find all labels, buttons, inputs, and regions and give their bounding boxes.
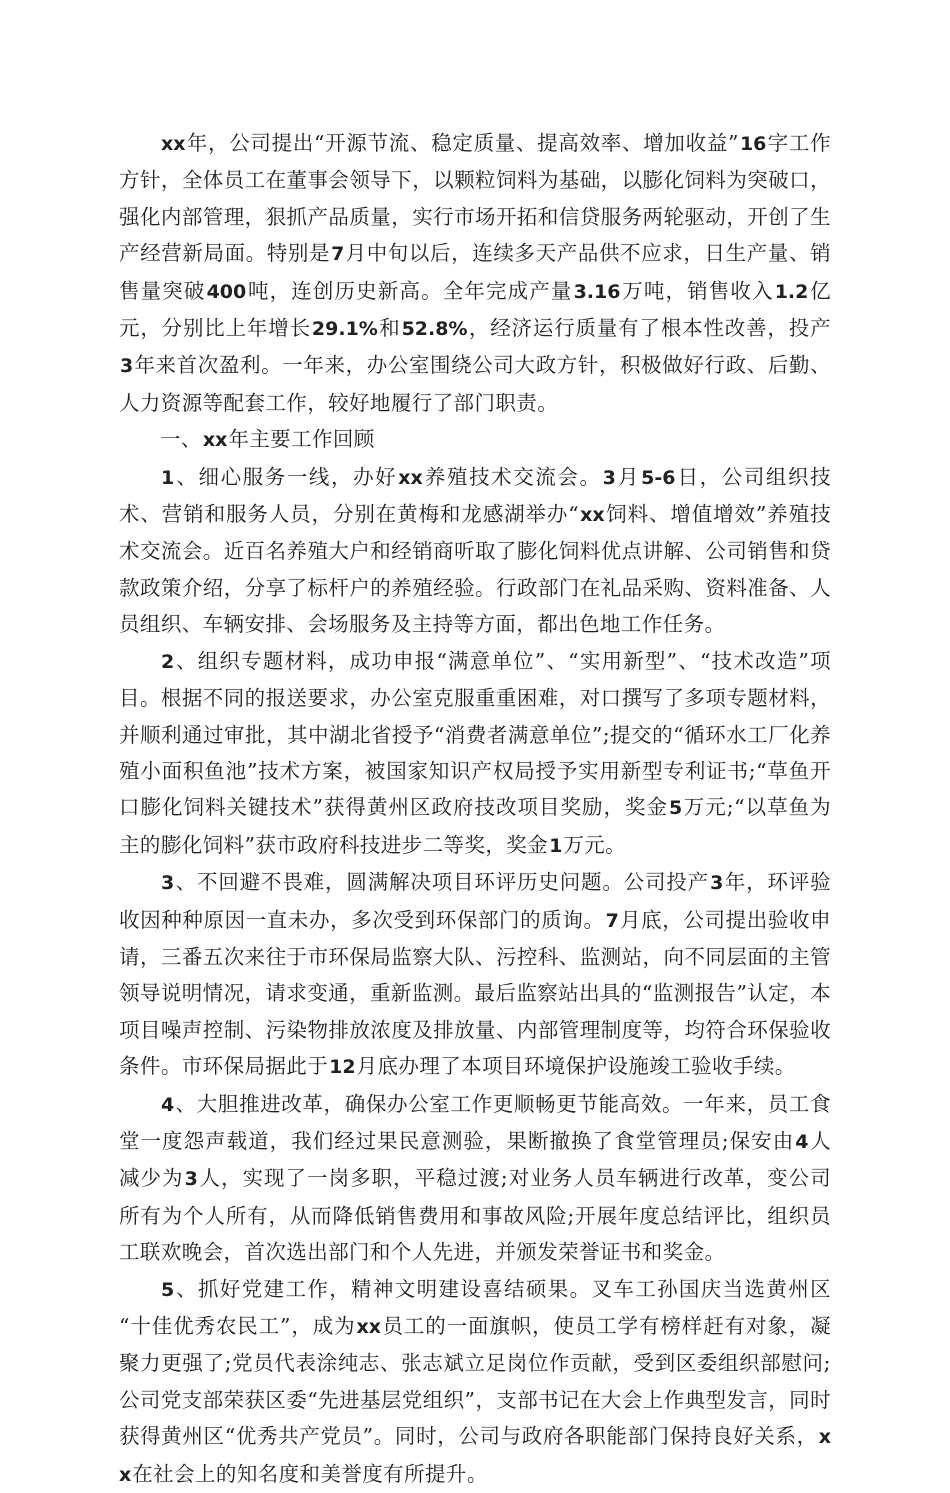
latin-run: 5-6	[641, 466, 676, 489]
latin-run: 3.16	[573, 280, 621, 303]
item-1-paragraph: 1、细心服务一线，办好xx养殖技术交流会。3月5-6日，公司组织技术、营销和服务人员，分别在黄梅和龙感湖举办“xx饲料、增值增效”养殖技术交流会。近百名养殖大户和经销商听取了膨化饲料优点讲解、公司销售和贷款政策介绍，分享了标杆户的养殖经验。行政部门在礼品采购、资料准备、人员组织、车辆安排、会场服务及主持等方面，都出色地工作任务。	[119, 464, 831, 637]
latin-run: 4	[795, 1130, 809, 1153]
latin-run: 3	[184, 1168, 198, 1191]
latin-run: 1.2	[774, 280, 809, 303]
section-heading-1: 一、xx年主要工作回顾	[160, 427, 375, 452]
item-5-paragraph: 5、抓好党建工作，精神文明建设喜结硕果。叉车工孙国庆当选黄州区“十佳优秀农民工”，成为xx员工的一面旗帜，使员工学有榜样赶有对象，凝聚力更强了;党员代表涂纯志、张志斌立足岗位作贡献，受到区委组织部慰问;公司党支部荣获区委“先进基层党组织”，支部书记在大会上作典型发言，同时获得黄州区“优秀共产党员”。同时，公司与政府各职能部门保持良好关系，xx在社会上的知名度和美誉度有所提升。	[119, 1276, 831, 1486]
latin-run: 5	[161, 1278, 175, 1301]
latin-run: 400	[206, 280, 247, 303]
latin-run: 29.1%	[311, 318, 378, 341]
latin-run: 5	[668, 797, 683, 820]
latin-run: 1	[161, 466, 175, 489]
latin-run: 52.8%	[401, 318, 468, 341]
latin-run: 1	[549, 834, 563, 857]
item-2-paragraph: 2、组织专题材料，成功申报“满意单位”、“实用新型”、“技术改造”项目。根据不同的报送要求，办公室克服重重困难，对口撰写了多项专题材料，并顺利通过审批，其中湖北省授予“消费者满意单位”;提交的“循环水工厂化养殖小面积鱼池”技术方案，被国家知识产权局授予实用新型专利证书;“草鱼开口膨化饲料关键技术”获得黄州区政府技改项目奖励，奖金5万元;“以草鱼为主的膨化饲料”获市政府科技进步二等奖，奖金1万元。	[119, 648, 831, 857]
latin-run: xx	[161, 133, 186, 155]
item-3-paragraph: 3、不回避不畏难，圆满解决项目环评历史问题。公司投产3年，环评验收因种种原因一直未办，多次受到环保部门的质询。7月底，公司提出验收申请，三番五次来往于市环保局监察大队、污控科、监测站，向不同层面的主管领导说明情况，请求变通，重新监测。最后监察站出具的“监测报告”认定，本项目噪声控制、污染物排放浓度及排放量、内部管理制度等，均符合环保验收条件。市环保局据此于12月底办理了本项目环境保护设施竣工验收手续。	[119, 870, 831, 1079]
latin-run: xx	[580, 504, 605, 527]
latin-run: xx	[119, 1426, 831, 1486]
latin-run: 7	[331, 243, 345, 266]
latin-run: xx	[356, 1316, 382, 1338]
latin-run: 3	[710, 872, 724, 895]
latin-run: 3	[602, 466, 616, 489]
latin-run: 2	[161, 650, 175, 673]
latin-run: 3	[161, 872, 175, 895]
latin-run: 3	[120, 355, 134, 378]
latin-run: xx	[202, 429, 228, 452]
latin-run: 16	[739, 133, 767, 155]
item-4-paragraph: 4、大胆推进改革，确保办公室工作更顺畅更节能高效。一年来，员工食堂一度怨声载道，我们经过果民意测验，果断撤换了食堂管理员;保安由4人减少为3人，实现了一岗多职，平稳过渡;对业务人员车辆进行改革，变公司所有为个人所有，从而降低销售费用和事故风险;开展年度总结评比，组织员工联欢晚会，首次选出部门和个人先进，并颁发荣誉证书和奖金。	[119, 1091, 831, 1265]
intro-paragraph: xx年，公司提出“开源节流、稳定质量、提高效率、增加收益”16字工作方针，全体员工在董事会领导下，以颗粒饲料为基础，以膨化饲料为突破口，强化内部管理，狠抓产品质量，实行市场开拓和信贷服务两轮驱动，开创了生产经营新局面。特别是7月中旬以后，连续多天产品供不应求，日生产量、销售量突破400吨，连创历史新高。全年完成产量3.16万吨，销售收入1.2亿元，分别比上年增长29.1%和52.8%，经济运行质量有了根本性改善，投产3年来首次盈利。一年来，办公室围绕公司大政方针，积极做好行政、后勤、人力资源等配套工作，较好地履行了部门职责。	[119, 131, 831, 415]
latin-run: 7	[605, 909, 619, 932]
latin-run: 4	[161, 1093, 175, 1116]
latin-run: 12	[329, 1056, 356, 1079]
latin-run: xx	[398, 466, 423, 489]
document-body	[119, 125, 831, 1493]
